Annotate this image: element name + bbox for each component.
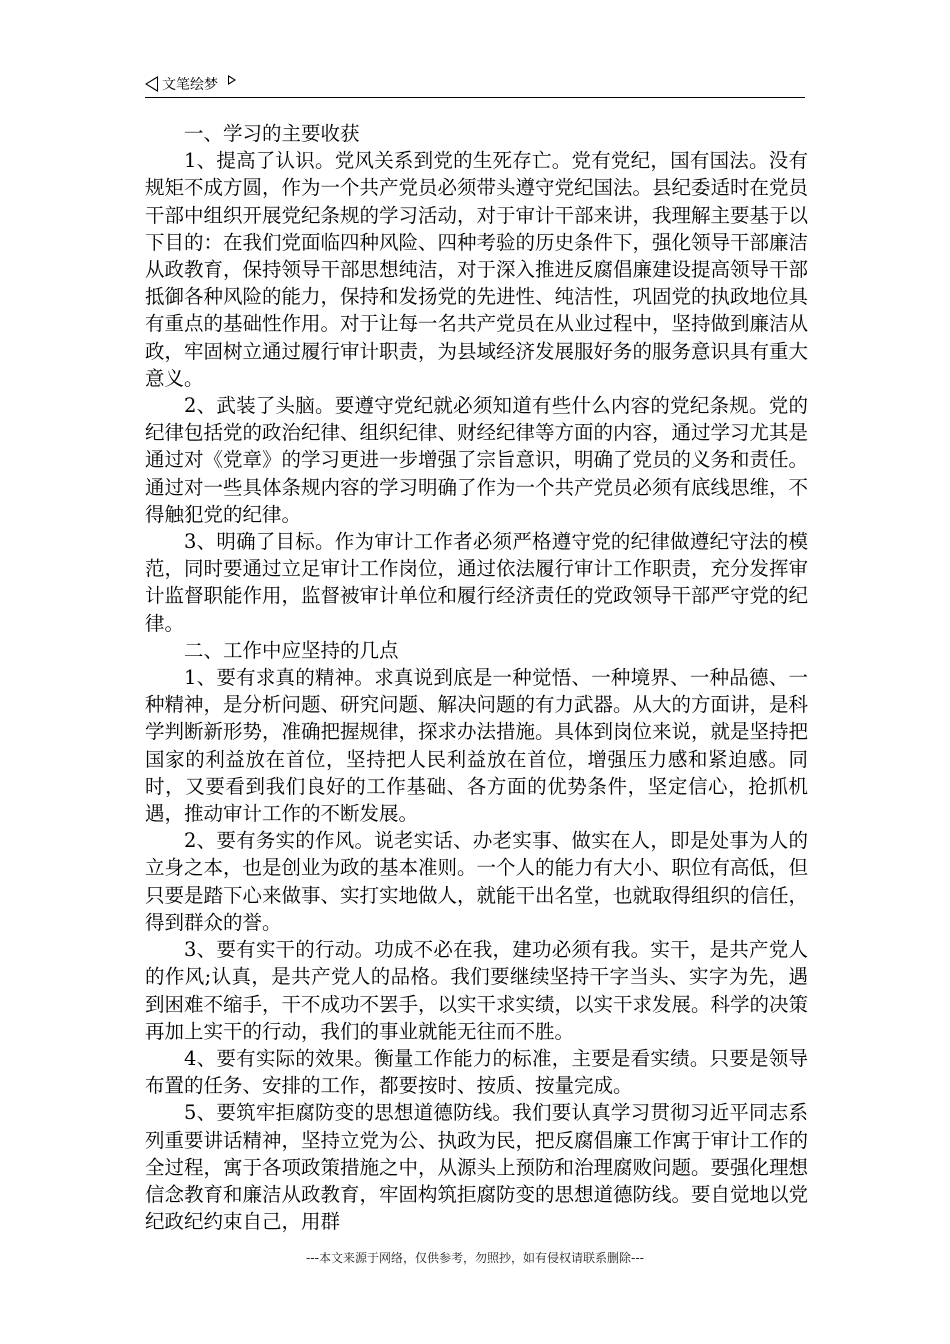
paragraph: 3、明确了目标。作为审计工作者必须严格遵守党的纪律做遵纪守法的模范，同时要通过立足审计工作岗位，通过依法履行审计工作职责，充分发挥审计监督职能作用，监督被审计单位和履行经济责任的党政领导干部严守党的纪律。 bbox=[145, 530, 809, 635]
right-triangle-icon bbox=[228, 75, 236, 85]
paragraph: 3、要有实干的行动。功成不必在我，建功必须有我。实干，是共产党人的作风;认真，是共产党人的品格。我们要继续坚持干字当头、实字为先，遇到困难不缩手，干不成功不罢手，以实干求实绩，以实干求发展。科学的决策再加上实干的行动，我们的事业就能无往而不胜。 bbox=[145, 938, 809, 1043]
section-heading-1: 一、学习的主要收获 bbox=[184, 122, 360, 145]
header-rule bbox=[145, 97, 805, 98]
left-triangle-icon bbox=[145, 76, 158, 92]
paragraph: 2、武装了头脑。要遵守党纪就必须知道有些什么内容的党纪条规。党的纪律包括党的政治纪律、组织纪律、财经纪律等方面的内容，通过学习尤其是通过对《党章》的学习更进一步增强了宗旨意识，明确了党员的义务和责任。通过对一些具体条规内容的学习明确了作为一个共产党员必须有底线思维，不得触犯党的纪律。 bbox=[145, 394, 809, 526]
paragraph: 1、要有求真的精神。求真说到底是一种觉悟、一种境界、一种品德、一种精神，是分析问题、研究问题、解决问题的有力武器。从大的方面讲，是科学判断新形势，准确把握规律，探求办法措施。具体到岗位来说，就是坚持把国家的利益放在首位，坚持把人民利益放在首位，增强压力感和紧迫感。同时，又要看到我们良好的工作基础、各方面的优势条件，坚定信心，抢抓机遇，推动审计工作的不断发展。 bbox=[145, 666, 809, 826]
paragraph: 5、要筑牢拒腐防变的思想道德防线。我们要认真学习贯彻习近平同志系列重要讲话精神，坚持立党为公、执政为民，把反腐倡廉工作寓于审计工作的全过程，寓于各项政策措施之中，从源头上预防和治理腐败问题。要强化理想信念教育和廉洁从政教育，牢固构筑拒腐防变的思想道德防线。要自觉地以党纪政纪约束自己，用群 bbox=[145, 1101, 809, 1234]
paragraph: 2、要有务实的作风。说老实话、办老实事、做实在人，即是处事为人的立身之本，也是创业为政的基本准则。一个人的能力有大小、职位有高低，但只要是踏下心来做事、实打实地做人，就能干出名堂，也就取得组织的信任，得到群众的誉。 bbox=[145, 829, 809, 934]
section-heading-2: 二、工作中应坚持的几点 bbox=[184, 638, 399, 662]
document-body bbox=[145, 120, 808, 1235]
paragraph: 1、提高了认识。党风关系到党的生死存亡。党有党纪，国有国法。没有规矩不成方圆，作为一个共产党员必须带头遵守党纪国法。县纪委适时在党员干部中组织开展党纪条规的学习活动，对于审计干部来讲，我理解主要基于以下目的：在我们党面临四种风险、四种考验的历史条件下，强化领导干部廉洁从政教育，保持领导干部思想纯洁，对于深入推进反腐倡廉建设提高领导干部抵御各种风险的能力，保持和发扬党的先进性、纯洁性，巩固党的执政地位具有重点的基础性作用。对于让每一名共产党员在从业过程中，坚持做到廉洁从政，牢固树立通过履行审计职责，为县域经济发展服好务的服务意识具有重大意义。 bbox=[145, 149, 809, 390]
paragraph: 4、要有实际的效果。衡量工作能力的标准，主要是看实绩。只要是领导布置的任务、安排的工作，都要按时、按质、按量完成。 bbox=[145, 1046, 808, 1098]
header-brand: 文笔绘梦 bbox=[162, 77, 218, 93]
footer-disclaimer: ---本文来源于网络，仅供参考，勿照抄，如有侵权请联系删除--- bbox=[306, 1251, 644, 1265]
page-header bbox=[145, 73, 236, 95]
